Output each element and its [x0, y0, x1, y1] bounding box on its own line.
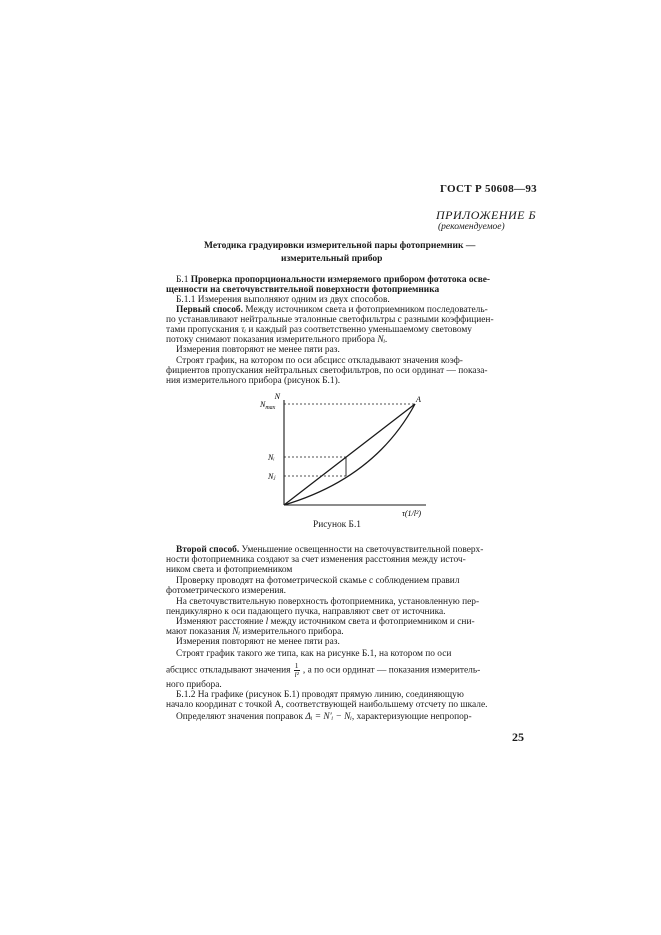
- ni-label: Nᵢ: [268, 453, 275, 462]
- second-method-text: Уменьшение освещенности на светочувствительной поверх-: [241, 545, 484, 555]
- first-line4a: потоку снимают показания измерительного прибора: [166, 335, 376, 345]
- page-number: 25: [512, 730, 524, 744]
- figure-caption: Рисунок Б.1: [313, 520, 361, 530]
- second-p5-line2: [166, 662, 480, 679]
- b11-first-line3: [166, 325, 472, 335]
- second-p3-line2: пендикулярно к оси падающего пучка, направляют свет от источника.: [166, 607, 446, 617]
- graph-line3: ния измерительного прибора (рисунок Б.1).: [166, 376, 341, 386]
- second-p4-line1: [176, 617, 475, 627]
- nj-label: Nⱼ: [268, 472, 276, 481]
- inverse-square-fraction: $\frac{1}{\text{l²}}$: [294, 661, 299, 679]
- second-p2-line2: фотометрического измерения.: [166, 586, 287, 596]
- appendix-note: (рекомендуемое): [438, 222, 505, 232]
- p5-line2b: , а по оси ординат — показания измеритель-: [302, 665, 481, 676]
- p4-line1b: между источником света и фотоприемником и сни-: [270, 617, 475, 627]
- first-method-text: Между источником света и фотоприемником последователь-: [245, 305, 488, 315]
- Ni-symbol: Nᵢ.: [377, 335, 388, 345]
- appendix-title: ПРИЛОЖЕНИЕ Б: [436, 208, 537, 222]
- repeat-2: Измерения повторяют не менее пяти раз.: [176, 637, 340, 647]
- delta-formula: Δᵢ = N′ᵢ − Nᵢ,: [305, 712, 355, 722]
- b12-line3a: Определяют значения поправок: [176, 712, 304, 722]
- straight-line-OA: [284, 404, 415, 505]
- section-title-line2: измерительный прибор: [281, 254, 383, 264]
- second-method-label: Второй способ.: [176, 545, 240, 555]
- b1-heading-line1: [176, 275, 490, 285]
- b12-line3: [176, 712, 472, 722]
- graph-line2: фициентов пропускания нейтральных светофильтров, по оси ординат — показа-: [166, 366, 488, 376]
- first-method-label: Первый способ.: [176, 305, 243, 315]
- second-p4-line2: [166, 627, 344, 637]
- b1-number: Б.1: [176, 275, 189, 285]
- b12-line1: Б.1.2 На графике (рисунок Б.1) проводят прямую линию, соединяющую: [176, 690, 464, 700]
- second-line3: ником света и фотоприемником: [166, 565, 293, 575]
- b11-first-line4: [166, 335, 387, 345]
- y-max-label: $N_{max}$: [260, 400, 276, 411]
- second-p2-line1: Проверку проводят на фотометрической скамье с соблюдением правил: [176, 576, 460, 586]
- second-p5-line3: ного прибора.: [166, 680, 222, 690]
- b11-first-line2: по устанавливают нейтральные эталонные светофильтры с разными коэффициен-: [166, 315, 494, 325]
- p4-line1a: Изменяют расстояние: [176, 617, 264, 627]
- second-p5-line1: Строят график такого же типа, как на рисунке Б.1, на котором по оси: [176, 649, 452, 659]
- graph-line1: Строят график, на котором по оси абсцисс откладывают значения коэф-: [176, 356, 463, 366]
- point-a-label: A: [416, 395, 421, 404]
- first-line3a: тами пропускания: [166, 325, 239, 335]
- b1-heading-line2: щенности на светочувствительной поверхности фотоприемника: [166, 285, 440, 295]
- second-p3-line1: На светочувствительную поверхность фотоприемника, установленную пер-: [176, 597, 480, 607]
- figure-b1: [250, 390, 450, 530]
- b11-first-line1: [176, 305, 488, 315]
- first-line3b: и каждый раз соответственно уменьшаемому световому: [248, 325, 472, 335]
- b11-line1: Б.1.1 Измерения выполняют одним из двух способов.: [176, 295, 390, 305]
- b12-line2: начало координат с точкой А, соответствующей наибольшему отсчету по шкале.: [166, 700, 488, 710]
- second-line2: ности фотоприемника создают за счет изменения расстояния между источ-: [166, 555, 466, 565]
- tau-i: τᵢ: [241, 325, 247, 335]
- y-axis-label: N: [274, 392, 280, 401]
- Ni-symbol-2: Nᵢ: [232, 627, 240, 637]
- p5-line2a: абсцисс откладывают значения: [166, 665, 291, 676]
- second-line1: [176, 545, 483, 555]
- p4-line2b: измерительного прибора.: [242, 627, 344, 637]
- b12-line3b: характеризующие непропор-: [356, 712, 472, 722]
- document-number: ГОСТ Р 50608—93: [440, 183, 537, 195]
- x-axis-label: τ(1/l²): [402, 509, 422, 518]
- l-symbol: l: [265, 617, 269, 627]
- repeat-1: Измерения повторяют не менее пяти раз.: [176, 345, 340, 355]
- p4-line2a: мают показания: [166, 627, 230, 637]
- b1-heading-text: Проверка пропорциональности измеряемого прибором фототока осве-: [190, 275, 491, 285]
- section-title-line1: Методика градуировки измерительной пары фотоприемник —: [204, 241, 476, 251]
